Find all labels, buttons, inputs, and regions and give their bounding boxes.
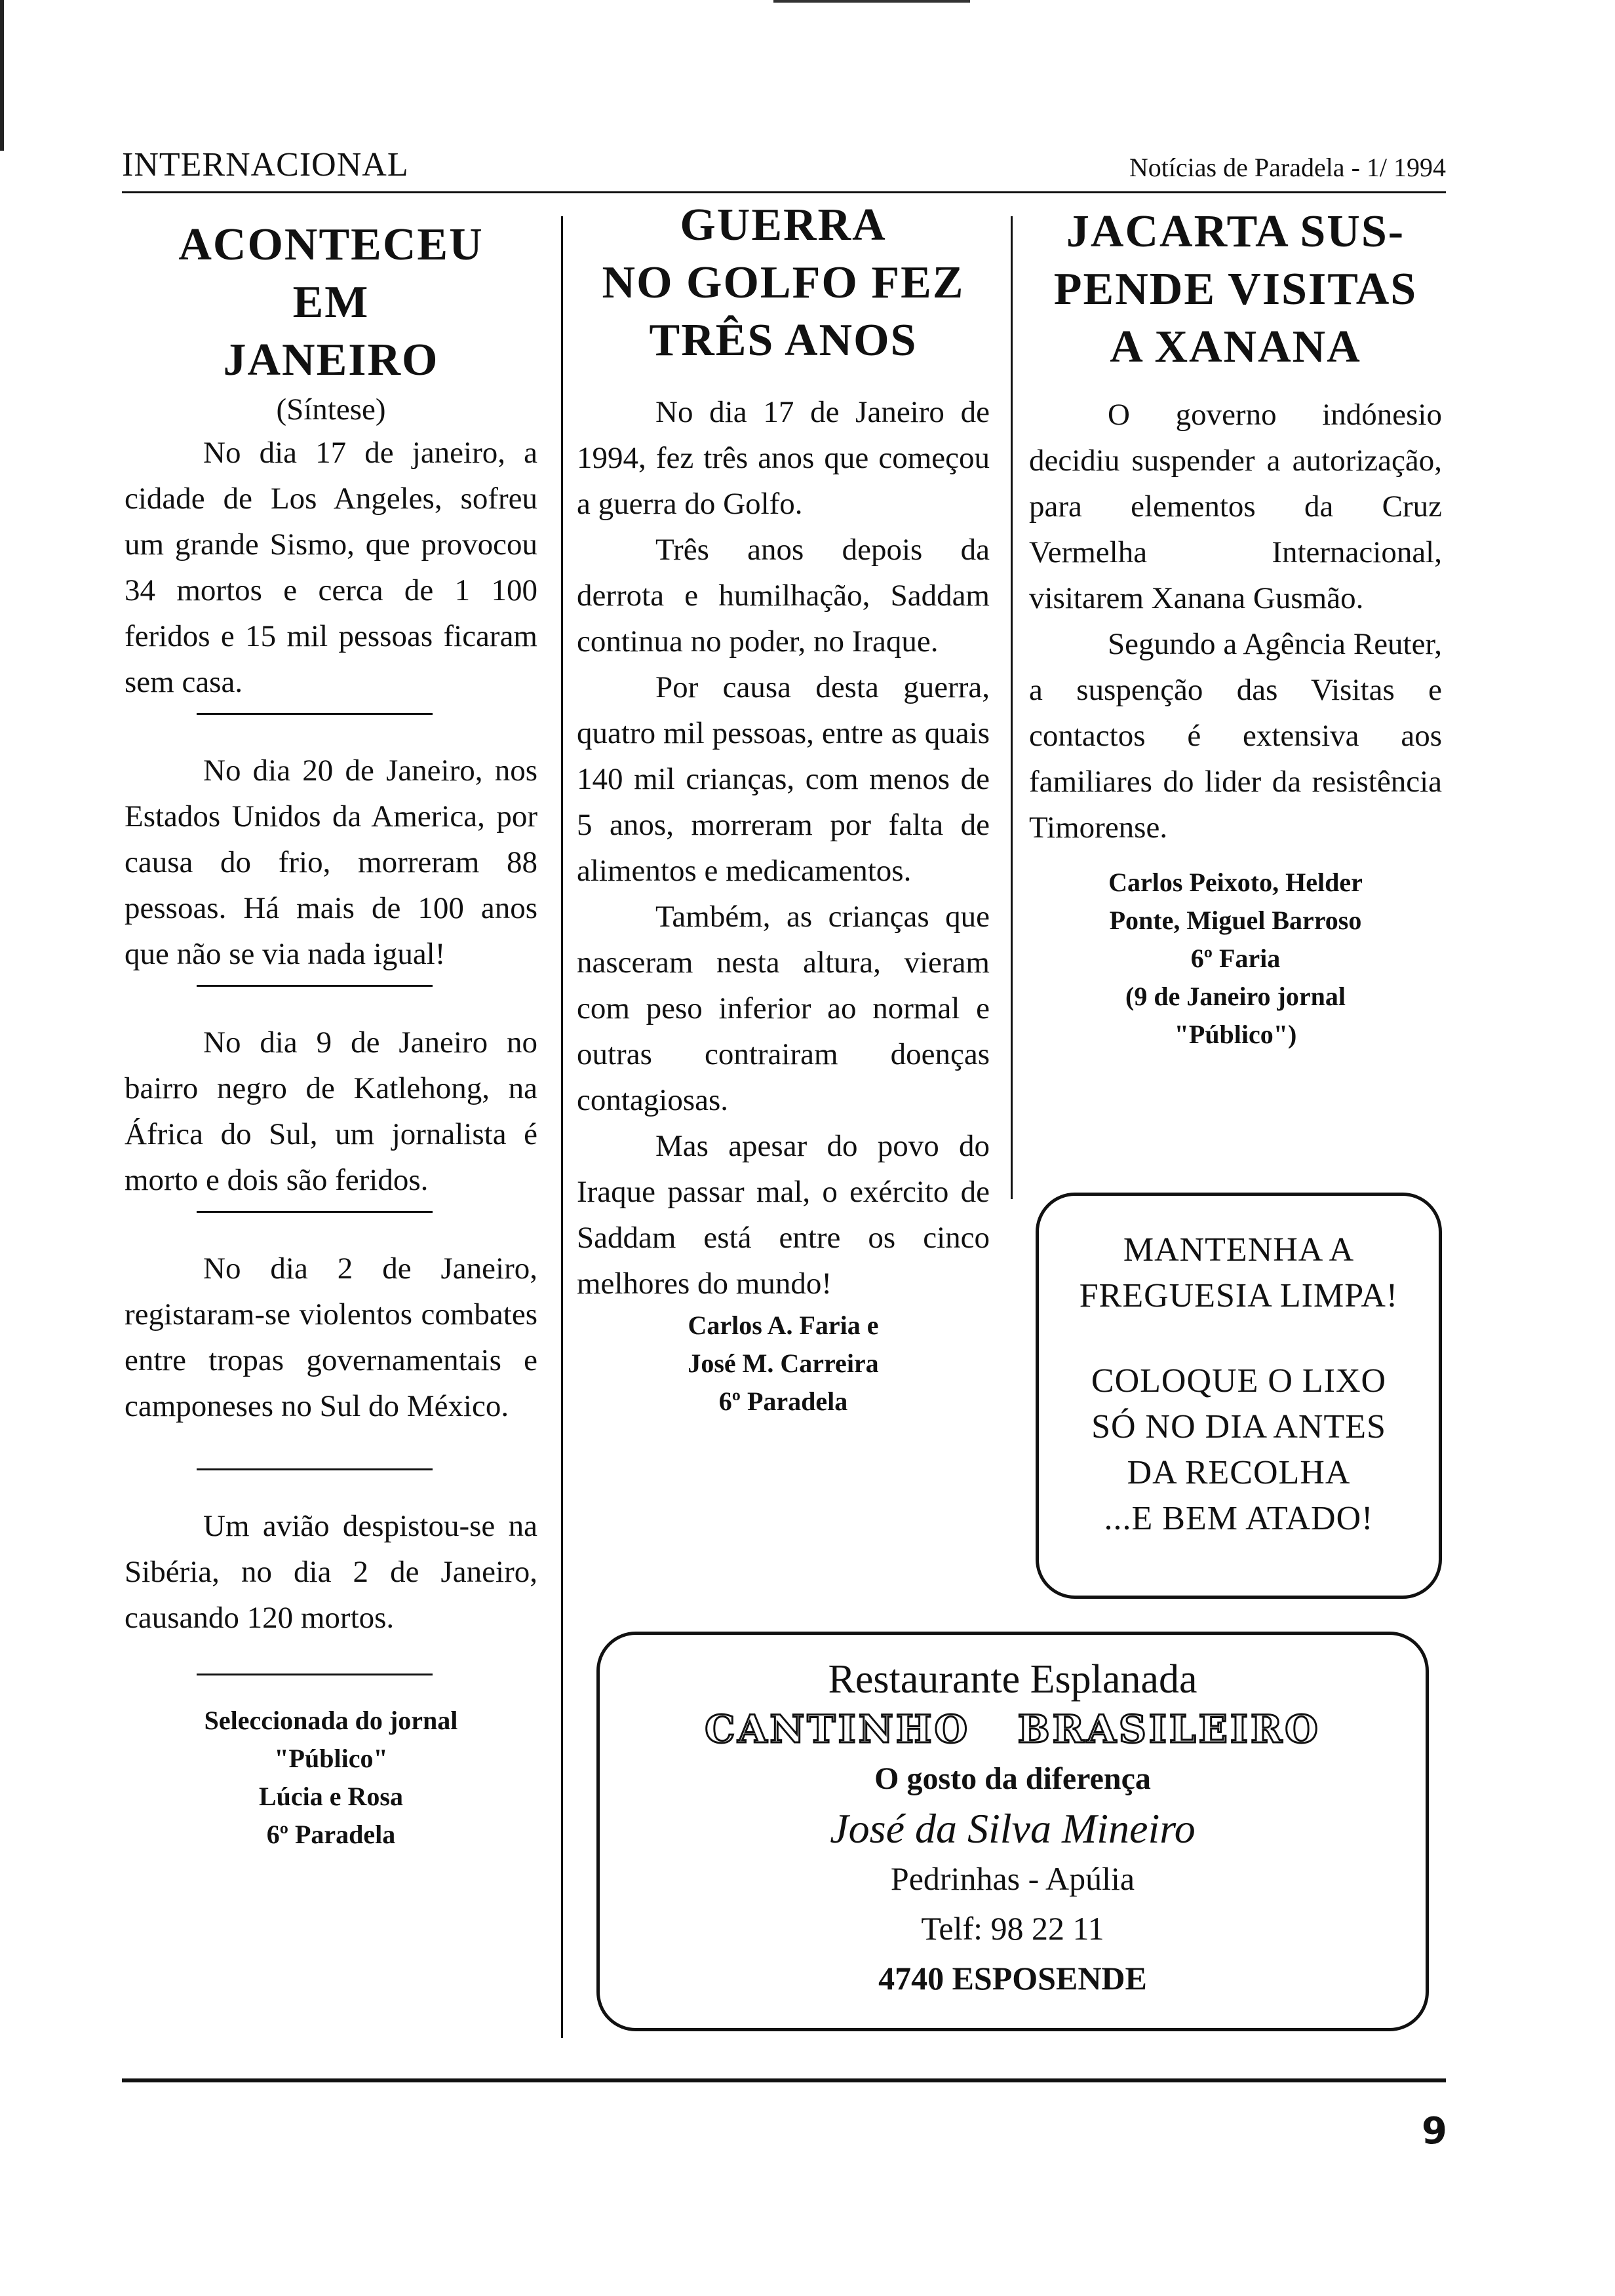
article-subtitle: (Síntese)	[276, 392, 386, 427]
article-credit	[1029, 864, 1442, 1054]
notice-spacer	[1039, 1319, 1439, 1358]
article-credit	[125, 1702, 537, 1854]
notice-line: FREGUESIA LIMPA!	[1079, 1277, 1399, 1314]
news-item: No dia 20 de Janeiro, nos Estados Unidos da America, por causa do frio, morreram 88 pessoas. Há mais de 100 anos que não se via nada igual!	[125, 754, 537, 971]
article-paragraph: Segundo a Agência Reuter, a suspenção das Visitas e contactos é extensiva aos familiares do lider da resistência Timorense.	[1029, 627, 1442, 845]
credit-line: (9 de Janeiro jornal	[1125, 982, 1346, 1011]
title-line: ACONTECEU	[178, 220, 484, 270]
separator	[197, 985, 433, 987]
article-paragraph: Mas apesar do povo do Iraque passar mal, o exército de Saddam está entre os cinco melhores do mundo!	[577, 1129, 990, 1301]
header-rule	[122, 191, 1446, 193]
ad-postal: 4740 ESPOSENDE	[878, 1960, 1147, 1997]
section-label: INTERNACIONAL	[122, 146, 409, 183]
separator	[197, 1468, 433, 1470]
title-line: PENDE VISITAS	[1053, 264, 1418, 315]
ad-restaurant-name	[600, 1704, 1426, 1754]
issue-label: Notícias de Paradela - 1/ 1994	[1129, 153, 1446, 182]
article-aconteceu	[125, 216, 537, 1854]
article-title	[577, 197, 990, 370]
scan-top-mark	[773, 0, 970, 3]
credit-line: Carlos A. Faria e	[688, 1311, 879, 1340]
separator	[197, 713, 433, 715]
news-item: No dia 2 de Janeiro, registaram-se violentos combates entre tropas governamentais e camponeses no Sul do México.	[125, 1252, 537, 1423]
credit-line: Ponte, Miguel Barroso	[1109, 906, 1362, 935]
ad-name-part: CANTINHO	[705, 1707, 971, 1751]
ad-title: Restaurante Esplanada	[828, 1657, 1197, 1702]
notice-line: COLOQUE O LIXO	[1091, 1362, 1387, 1400]
article-guerra-golfo	[577, 197, 990, 1421]
notice-line: SÓ NO DIA ANTES	[1091, 1408, 1386, 1445]
column-divider-2	[1011, 216, 1013, 1199]
title-line: TRÊS ANOS	[649, 315, 918, 366]
article-paragraph: O governo indónesio decidiu suspender a autorização, para elementos da Cruz Vermelha Internacional, visitarem Xanana Gusmão.	[1029, 398, 1442, 615]
title-line: EM	[292, 277, 370, 328]
article-title	[1029, 203, 1442, 376]
credit-line: "Público"	[274, 1744, 388, 1773]
title-line: JACARTA SUS-	[1066, 206, 1405, 257]
notice-line: DA RECOLHA	[1127, 1454, 1351, 1491]
ad-location: Pedrinhas - Apúlia	[890, 1860, 1135, 1897]
credit-line: Seleccionada do jornal	[204, 1706, 458, 1735]
credit-line: 6º Paradela	[718, 1387, 848, 1416]
credit-line: "Público")	[1174, 1020, 1297, 1049]
article-paragraph: Por causa desta guerra, quatro mil pessoas, entre as quais 140 mil crianças, com menos de 5 anos, morreram por falta de alimentos e medicamentos.	[577, 670, 990, 888]
news-item: No dia 17 de janeiro, a cidade de Los Angeles, sofreu um grande Sismo, que provocou 34 mortos e cerca de 1 100 feridos e 15 mil pessoas ficaram sem casa.	[125, 436, 537, 699]
footer-rule	[122, 2078, 1446, 2082]
credit-line: 6º Faria	[1190, 944, 1281, 973]
ad-phone: Telf: 98 22 11	[921, 1910, 1104, 1947]
credit-line: 6º Paradela	[266, 1820, 396, 1849]
scan-edge-mark	[0, 0, 4, 151]
notice-box	[1036, 1193, 1442, 1599]
article-credit	[577, 1307, 990, 1421]
ad-owner: José da Silva Mineiro	[830, 1805, 1196, 1852]
ad-slogan: O gosto da diferença	[874, 1761, 1151, 1796]
page-number: 9	[1422, 2110, 1447, 2152]
article-jacarta	[1029, 203, 1442, 1054]
separator	[197, 1211, 433, 1213]
article-paragraph: Três anos depois da derrota e humilhação, Saddam continua no poder, no Iraque.	[577, 533, 990, 659]
notice-line: MANTENHA A	[1123, 1231, 1355, 1269]
article-title	[125, 216, 537, 389]
credit-line: Carlos Peixoto, Helder	[1108, 868, 1363, 897]
credit-line: Lúcia e Rosa	[259, 1782, 403, 1811]
title-line: NO GOLFO FEZ	[602, 258, 965, 308]
article-paragraph: Também, as crianças que nasceram nesta altura, vieram com peso inferior ao normal e outras contrairam doenças contagiosas.	[577, 900, 990, 1117]
news-item: No dia 9 de Janeiro no bairro negro de Katlehong, na África do Sul, um jornalista é morto e dois são feridos.	[125, 1025, 537, 1197]
column-divider-1	[561, 216, 563, 2038]
credit-line: José M. Carreira	[688, 1349, 879, 1378]
news-item: Um avião despistou-se na Sibéria, no dia 2 de Janeiro, causando 120 mortos.	[125, 1509, 537, 1635]
title-line: GUERRA	[680, 200, 887, 250]
separator	[197, 1674, 433, 1675]
title-line: JANEIRO	[223, 335, 439, 385]
ad-name-part: BRASILEIRO	[1017, 1707, 1321, 1751]
article-paragraph: No dia 17 de Janeiro de 1994, fez três anos que começou a guerra do Golfo.	[577, 395, 990, 521]
notice-line: ...E BEM ATADO!	[1104, 1500, 1374, 1537]
title-line: A XANANA	[1110, 322, 1361, 372]
restaurant-ad	[596, 1632, 1429, 2031]
